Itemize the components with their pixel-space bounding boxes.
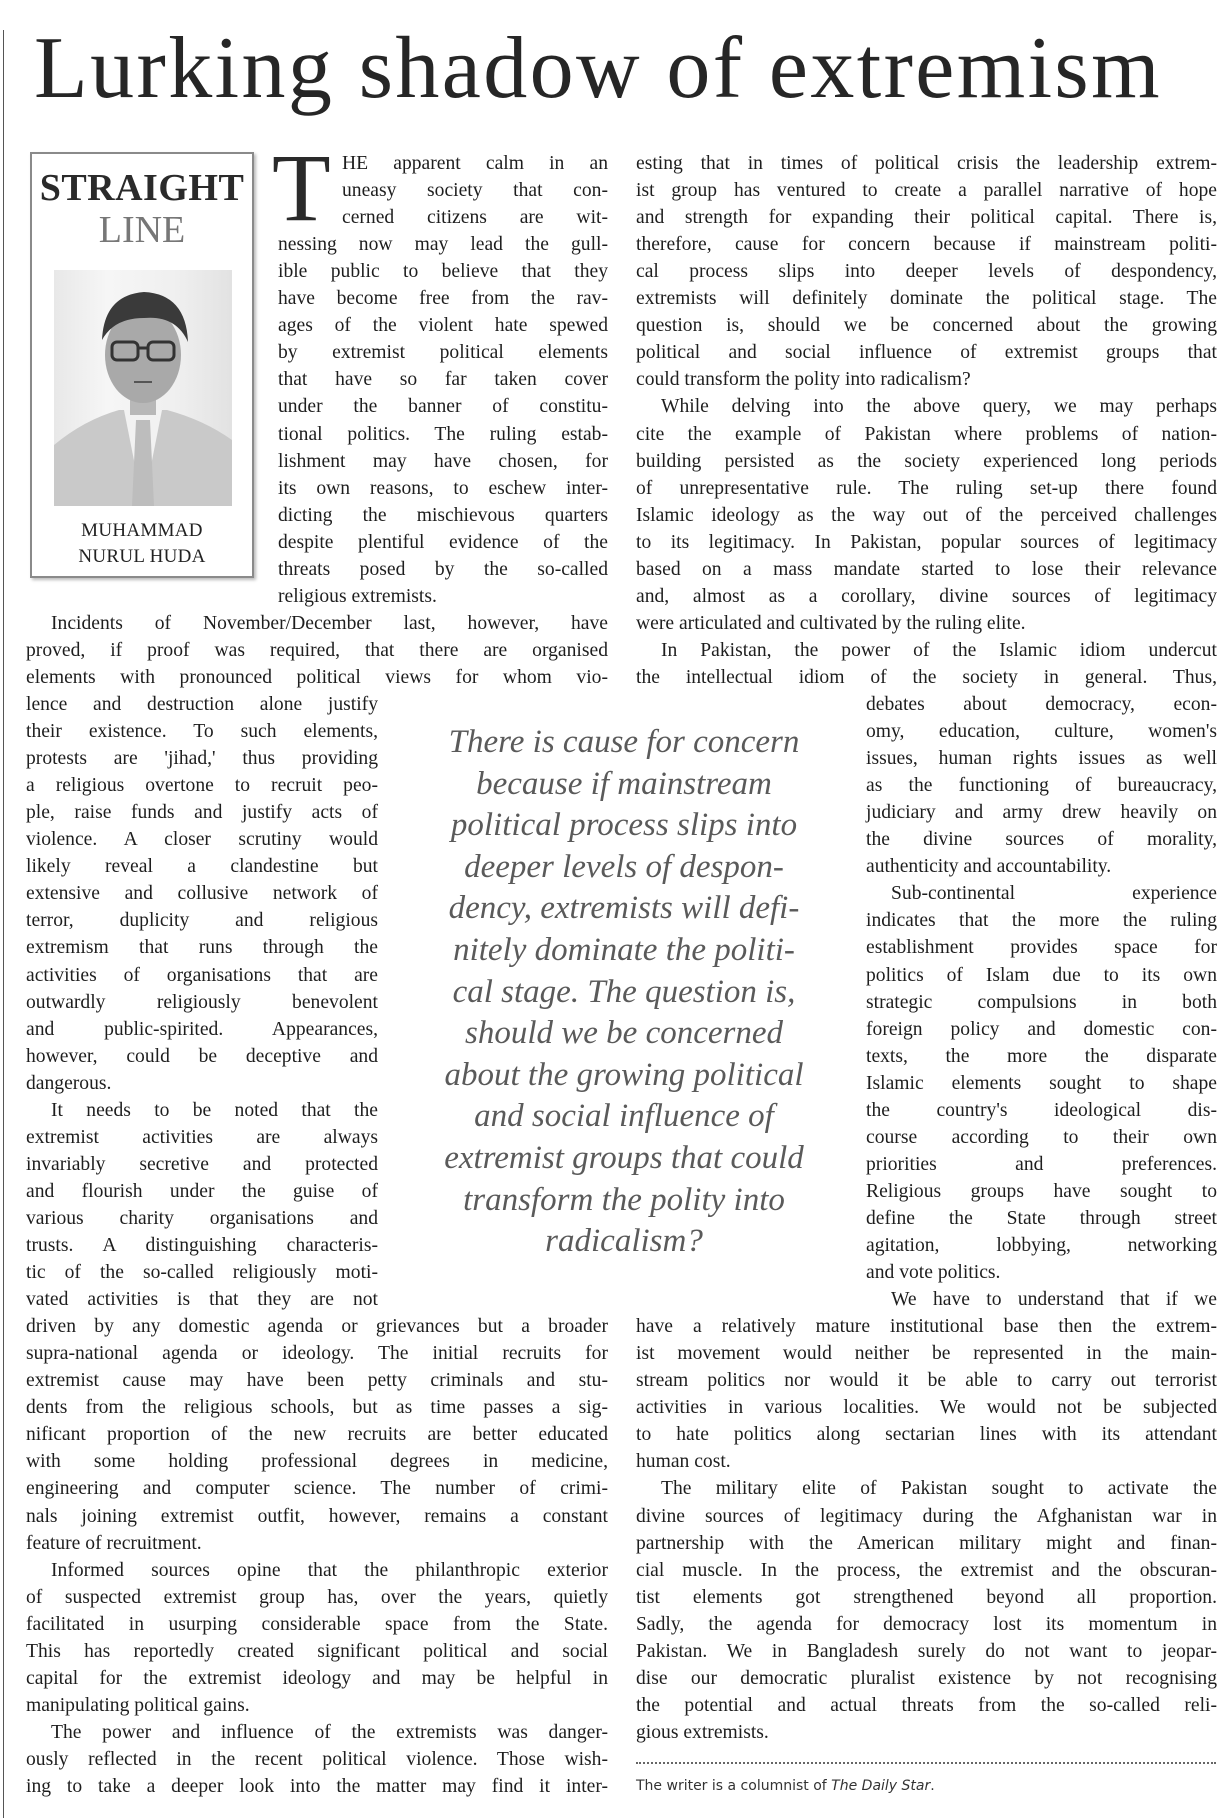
text-line: supra-national agenda or ideology. The initial recruits for xyxy=(26,1343,608,1365)
text-line: and flourish under the guise of xyxy=(26,1180,378,1202)
text-line: and vote politics. xyxy=(866,1262,1001,1284)
text-line: agitation, lobbying, networking xyxy=(866,1235,1217,1256)
text-line: nals joining extremist outfit, however, remains a constant xyxy=(26,1505,608,1527)
text-line: ously reflected in the recent political violence. Those wish- xyxy=(26,1748,608,1770)
text-line: strategic compulsions in both xyxy=(866,991,1217,1013)
text-line: extremism that runs through the xyxy=(26,937,378,959)
column-name-line2: LINE xyxy=(98,209,186,251)
text-line: authenticity and accountability. xyxy=(866,856,1112,878)
text-line: proved, if proof was required, that there are organised xyxy=(26,639,608,661)
text-line: issues, human rights issues as well xyxy=(866,748,1217,770)
text-line: ible public to believe that they xyxy=(278,261,608,283)
divider-dotted xyxy=(636,1762,1216,1764)
text-line: political and social influence of extremist groups that xyxy=(636,342,1217,364)
pull-quote-line: extremist groups that could xyxy=(444,1139,804,1176)
text-line: foreign policy and domestic con- xyxy=(866,1018,1217,1040)
text-line: activities of organisations that are xyxy=(26,964,378,986)
text-line: tional politics. The ruling estab- xyxy=(278,423,608,445)
text-line: extremist activities are always xyxy=(26,1126,378,1148)
pull-quote-line: because if mainstream xyxy=(476,765,772,802)
text-line: under the banner of constitu- xyxy=(278,396,608,418)
text-line: Informed sources opine that the philanthropic exterior xyxy=(51,1559,608,1581)
text-line: outwardly religiously benevolent xyxy=(26,991,378,1013)
text-line: Sub-continental experience xyxy=(891,883,1217,905)
text-line: based on a mass mandate started to lose their relevance xyxy=(636,558,1217,580)
text-line: dangerous. xyxy=(26,1072,112,1094)
pull-quote-line: about the growing political xyxy=(444,1056,804,1093)
author-name-line2: NURUL HUDA xyxy=(78,546,206,567)
text-line: In Pakistan, the power of the Islamic idiom undercut xyxy=(661,639,1217,661)
text-line: by extremist political elements xyxy=(278,342,608,364)
drop-cap: T xyxy=(272,134,331,241)
text-line: trusts. A distinguishing characteris- xyxy=(26,1235,378,1256)
credit-publication: The Daily Star xyxy=(831,1778,931,1794)
text-line: invariably secretive and protected xyxy=(26,1153,378,1175)
text-line: and public-spirited. Appearances, xyxy=(26,1018,378,1040)
text-line: of unrepresentative rule. The ruling set-up there found xyxy=(636,477,1217,499)
text-line: vated activities is that they are not xyxy=(26,1289,378,1311)
text-line: dise our democratic pluralist existence by not recognising xyxy=(636,1667,1217,1689)
text-line: omy, education, culture, women's xyxy=(866,721,1217,743)
pull-quote-line: should we be concerned xyxy=(465,1015,783,1052)
text-line: building persisted as the society experienced long periods xyxy=(636,450,1217,472)
text-line: have a relatively mature institutional base then the extrem- xyxy=(636,1316,1217,1338)
text-line: Sadly, the agenda for democracy lost its momentum in xyxy=(636,1613,1217,1635)
text-line: Islamic ideology as the way out of the perceived challenges xyxy=(636,504,1217,526)
pull-quote-line: nitely dominate the politi- xyxy=(453,931,795,968)
text-line: politics of Islam due to its own xyxy=(866,964,1217,986)
text-line: uneasy society that con- xyxy=(342,180,608,202)
text-line: the country's ideological dis- xyxy=(866,1099,1217,1121)
text-line: feature of recruitment. xyxy=(26,1532,202,1554)
text-line: religious extremists. xyxy=(278,585,437,607)
text-line: Islamic elements sought to shape xyxy=(866,1072,1217,1094)
text-line: dents from the religious schools, but as time passes a sig- xyxy=(26,1397,608,1419)
text-line: tist elements got strengthened beyond all proportion. xyxy=(636,1586,1217,1608)
text-line: Incidents of November/December last, however, have xyxy=(51,612,608,634)
credit-prefix: The writer is a columnist of xyxy=(636,1778,832,1794)
text-line: of suspected extremist group has, over the years, quietly xyxy=(26,1586,608,1608)
text-line: lence and destruction alone justify xyxy=(26,694,378,715)
text-line: extensive and collusive network of xyxy=(26,883,378,905)
text-line: that have so far taken cover xyxy=(278,369,608,391)
text-line: the divine sources of morality, xyxy=(866,829,1217,851)
writer-credit xyxy=(636,1778,935,1794)
text-line: ing to take a deeper look into the matter may find it inter- xyxy=(26,1776,608,1797)
credit-suffix: . xyxy=(930,1778,935,1794)
pull-quote-line: cal stage. The question is, xyxy=(452,973,796,1010)
pull-quote-line: There is cause for concern xyxy=(448,724,800,760)
text-line: While delving into the above query, we may perhaps xyxy=(661,396,1217,418)
text-line: texts, the more the disparate xyxy=(866,1045,1217,1067)
pull-quote-line: deeper levels of despon- xyxy=(464,848,784,885)
text-line: elements with pronounced political views for whom vio- xyxy=(26,666,608,688)
column-name-line1: STRAIGHT xyxy=(39,167,245,209)
text-line: tic of the so-called religiously moti- xyxy=(26,1262,378,1284)
text-line: judiciary and army drew heavily on xyxy=(866,802,1217,824)
text-line: to hate politics along sectarian lines with its attendant xyxy=(636,1424,1217,1446)
text-line: capital for the extremist ideology and may be helpful in xyxy=(26,1667,608,1689)
text-line: human cost. xyxy=(636,1451,731,1473)
text-line: Religious groups have sought to xyxy=(866,1180,1217,1202)
text-line: ist movement would neither be represented in the main- xyxy=(636,1343,1217,1365)
text-line: threats posed by the so-called xyxy=(278,558,608,580)
text-line: The military elite of Pakistan sought to activate the xyxy=(661,1478,1217,1500)
text-line: and, almost as a corollary, divine sources of legitimacy xyxy=(636,585,1217,607)
text-line: esting that in times of political crisis the leadership extrem- xyxy=(636,153,1217,174)
column-rule xyxy=(3,30,4,1818)
pull-quote-line: radicalism? xyxy=(545,1223,703,1260)
column-logo-box xyxy=(30,152,254,578)
text-line: cal process slips into deeper levels of despondency, xyxy=(636,261,1217,283)
text-line: its own reasons, to eschew inter- xyxy=(278,477,608,499)
text-line: to its legitimacy. In Pakistan, popular sources of legitimacy xyxy=(636,531,1217,553)
text-line: establishment provides space for xyxy=(866,937,1217,959)
text-line: the potential and actual threats from the so-called reli- xyxy=(636,1694,1217,1716)
text-line: ist group has ventured to create a parallel narrative of hope xyxy=(636,180,1217,202)
text-line: however, could be deceptive and xyxy=(26,1045,378,1067)
pull-quote xyxy=(404,722,844,1263)
text-line: gious extremists. xyxy=(636,1721,769,1743)
text-line: the intellectual idiom of the society in general. Thus, xyxy=(636,666,1217,688)
text-line: define the State through street xyxy=(866,1207,1217,1229)
text-line: have become free from the rav- xyxy=(278,288,608,310)
text-line: We have to understand that if we xyxy=(891,1289,1217,1311)
text-line: debates about democracy, econ- xyxy=(866,694,1217,715)
text-line: extremists will definitely dominate the political stage. The xyxy=(636,288,1217,310)
text-line: engineering and computer science. The number of crimi- xyxy=(26,1478,608,1500)
pull-quote-line: transform the polity into xyxy=(463,1181,785,1218)
text-line: nessing now may lead the gull- xyxy=(278,234,608,256)
text-line: It needs to be noted that the xyxy=(51,1099,378,1121)
text-line: and strength for expanding their political capital. There is, xyxy=(636,207,1217,229)
author-name xyxy=(32,518,252,570)
text-line: likely reveal a clandestine but xyxy=(26,856,378,878)
text-line: terror, duplicity and religious xyxy=(26,910,378,932)
text-line: were articulated and cultivated by the ruling elite. xyxy=(636,612,1026,634)
pull-quote-line: dency, extremists will defi- xyxy=(448,890,800,927)
pull-quote-line: and social influence of xyxy=(474,1098,774,1135)
text-line: protests are 'jihad,' thus providing xyxy=(26,748,378,770)
text-line: violence. A closer scrutiny would xyxy=(26,829,378,851)
author-name-line1: MUHAMMAD xyxy=(81,520,203,541)
text-line: facilitated in usurping considerable space from the State. xyxy=(26,1613,608,1635)
text-line: The power and influence of the extremists was danger- xyxy=(51,1721,608,1743)
text-line: ages of the violent hate spewed xyxy=(278,315,608,337)
text-line: driven by any domestic agenda or grievances but a broader xyxy=(26,1316,608,1338)
text-line: manipulating political gains. xyxy=(26,1694,250,1716)
text-line: course according to their own xyxy=(866,1126,1217,1148)
text-line: extremist cause may have been petty criminals and stu- xyxy=(26,1370,608,1392)
text-line: cite the example of Pakistan where problems of nation- xyxy=(636,423,1217,445)
text-line: various charity organisations and xyxy=(26,1207,378,1229)
text-line: Pakistan. We in Bangladesh surely do not want to jeopar- xyxy=(636,1640,1217,1662)
text-line: priorities and preferences. xyxy=(866,1153,1217,1175)
text-line: despite plentiful evidence of the xyxy=(278,531,608,553)
text-line: HE apparent calm in an xyxy=(342,153,608,174)
text-line: ple, raise funds and justify acts of xyxy=(26,802,378,824)
text-line: cial muscle. In the process, the extremist and the obscuran- xyxy=(636,1559,1217,1581)
text-line: stream politics nor would it be able to carry out terrorist xyxy=(636,1370,1217,1392)
text-line: therefore, cause for concern because if mainstream politi- xyxy=(636,234,1217,256)
text-line: with some holding professional degrees in medicine, xyxy=(26,1451,608,1473)
text-line: indicates that the more the ruling xyxy=(866,910,1217,932)
text-line: cerned citizens are wit- xyxy=(342,207,608,229)
author-photo-icon xyxy=(54,270,232,506)
text-line: a religious overtone to recruit peo- xyxy=(26,775,378,797)
text-line: could transform the polity into radicalism? xyxy=(636,369,971,391)
text-line: lishment may have chosen, for xyxy=(278,450,608,472)
text-line: activities in various localities. We would not be subjected xyxy=(636,1397,1217,1419)
text-line: divine sources of legitimacy during the Afghanistan war in xyxy=(636,1505,1217,1527)
headline: Lurking shadow of extremism xyxy=(34,20,1162,117)
text-line: dicting the mischievous quarters xyxy=(278,504,608,526)
text-line: their existence. To such elements, xyxy=(26,721,378,743)
text-line: as the functioning of bureaucracy, xyxy=(866,775,1217,797)
pull-quote-line: political process slips into xyxy=(450,807,798,844)
text-line: partnership with the American military might and finan- xyxy=(636,1532,1217,1554)
text-line: question is, should we be concerned about the growing xyxy=(636,315,1217,337)
text-line: nificant proportion of the new recruits are better educated xyxy=(26,1424,608,1446)
text-line: This has reportedly created significant political and social xyxy=(26,1640,608,1662)
